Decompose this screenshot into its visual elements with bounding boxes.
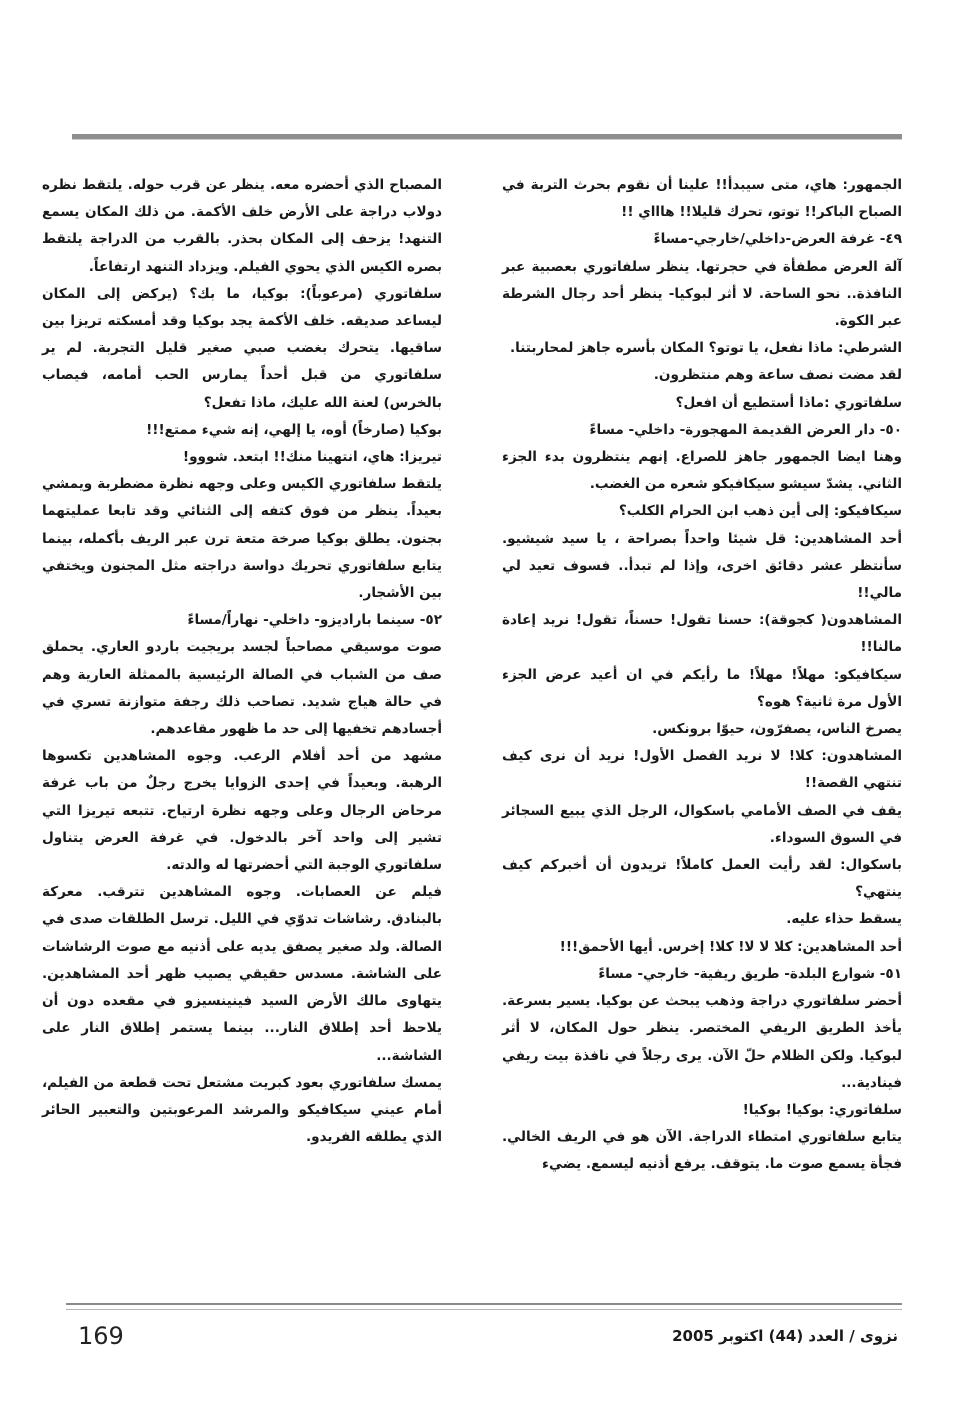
paragraph: وهنا ايضا الجمهور جاهز للصراع. إنهم ينتظرون بدء الجزء الثاني. يشدّ سيشو سيكافيكو شعره من الغضب. xyxy=(502,449,902,493)
dialogue: سيكافيكو: مهلاً! مهلاً! ما رأيكم في ان أعيد عرض الجزء الأول مرة ثانية؟ هوه؟ xyxy=(502,666,902,710)
scene-heading: ٥٠- دار العرض القديمة المهجورة- داخلي- مساءً xyxy=(589,421,902,438)
paragraph: آلة العرض مطفأة في حجرتها. ينظر سلفاتوري بعصبية عبر النافذة.. نحو الساحة. لا أثر لبوكيا- ينظر أحد رجال الشرطة عبر الكوة. xyxy=(502,258,902,330)
dialogue: أحد المشاهدين: كلا لا لا! كلا! إخرس. أيها الأحمق!!! xyxy=(559,938,902,955)
scene-heading: ٥٢- سينما باراديزو- داخلي- نهاراً/مساءً xyxy=(187,612,442,629)
paragraph: يصرخ الناس، يصفرّون، حيوّا برونكس. xyxy=(652,721,902,738)
dialogue: بوكيا (صارخاً) أوه، يا إلهي، إنه شيء ممتع!!! xyxy=(146,421,442,438)
dialogue: أحد المشاهدين: قل شيئا واحداً بصراحة ، يا سيد شيشيو. سأنتظر عشر دقائق اخرى، وإذا لم تبدأ.. فسوف تعيد لي مالي!! xyxy=(502,530,902,602)
dialogue: المشاهدون: كلا! لا نريد الفصل الأول! نريد أن نرى كيف تنتهي القصة!! xyxy=(502,748,902,792)
paragraph: أحضر سلفاتوري دراجة وذهب يبحث عن بوكيا. يسير بسرعة. يأخذ الطريق الريفي المختصر. ينظر حول المكان، لا أثر لبوكيا. ولكن الظلام حلّ الآن. يرى رجلاً في نافذة بيت ريفي فينادية... xyxy=(502,993,902,1091)
dialogue: سلفاتوري: بوكيا! بوكيا! xyxy=(742,1101,902,1118)
dialogue: سلفاتوري (مرعوباً): بوكيا، ما بك؟ (يركض إلى المكان ليساعد صديقه. خلف الأكمة يجد بوكيا وقد أمسكته تريزا بين ساقيها. يتحرك بغضب صبي صغير قليل التجربة. لم ير سلفاتوري من قبل أحداً يمارس الحب أمامه، فيصاب بالخرس) لعنة الله عليك، ماذا تفعل؟ xyxy=(42,285,442,411)
dialogue: سلفاتوري :ماذا أستطيع أن افعل؟ xyxy=(675,394,902,411)
footer-rule xyxy=(66,1303,902,1310)
dialogue: باسكوال: لقد رأيت العمل كاملاً! تريدون أن أخبركم كيف ينتهي؟ xyxy=(502,857,902,901)
page-number: 169 xyxy=(78,1322,124,1350)
paragraph: فيلم عن العصابات. وجوه المشاهدين تترقب. معركة بالبنادق. رشاشات تدوّي في الليل. ترسل الطلقات صدى في الصالة. ولد صغير يصفق يديه على أذنيه مع صوت الرشاشات على الشاشة. مسدس حقيقي يصيب ظهر أحد المشاهدين. يتهاوى مالك الأرض السيد فينينسيزو في مقعده دون أن يلاحظ أحد إطلاق النار... بينما يستمر إطلاق النار على الشاشة... xyxy=(42,884,442,1064)
paragraph: مشهد من أحد أفلام الرعب. وجوه المشاهدين تكسوها الرهبة. وبعيداً في إحدى الزوايا يخرج رجلٌ من باب غرفة مرحاض الرجال وعلى وجهه نظرة ارتياح. تتبعه تيريزا التي تشير إلى واحد آخر بالدخول. في غرفة العرض يتناول سلفاتوري الوجبة التي أحضرتها له والدته. xyxy=(42,748,442,874)
dialogue: سيكافيكو: إلى أين ذهب ابن الحرام الكلب؟ xyxy=(618,503,902,520)
paragraph: صوت موسيقي مصاحباً لجسد بريجيت باردو العاري. يحملق صف من الشباب في الصالة الرئيسية بالممثلة العارية وهم في حالة هياج شديد. تصاحب ذلك رجفة متوازنة تسري في أجسادهم تخفيها إلى حد ما ظهور مقاعدهم. xyxy=(42,639,442,738)
paragraph: يقف في الصف الأمامي باسكوال، الرجل الذي يبيع السجائر في السوق السوداء. xyxy=(502,802,902,846)
paragraph: يسقط حذاء عليه. xyxy=(786,911,902,928)
scene-heading: ٥١- شوارع البلدة- طريق ريفية- خارجي- مساءً xyxy=(598,965,902,982)
header-rule xyxy=(72,134,902,140)
paragraph: لقد مضت نصف ساعة وهم منتظرون. xyxy=(653,367,902,384)
dialogue: تيريزا: هاي، انتهينا منك!! ابتعد. شووو! xyxy=(182,449,442,466)
scene-heading: ٤٩- غرفة العرض-داخلي/خارجي-مساءً xyxy=(653,231,902,248)
dialogue: الشرطي: ماذا نفعل، يا توتو؟ المكان بأسره جاهز لمحاربتنا. xyxy=(509,340,902,357)
paragraph: يمسك سلفاتوري بعود كبريت مشتعل تحت قطعة من الفيلم، أمام عيني سيكافيكو والمرشد المرعوبتين والتعبير الحائر الذي يطلقه الفريدو. xyxy=(42,1074,442,1146)
paragraph: يتابع سلفاتوري امتطاء الدراجة. الآن هو في الريف الخالي. فجأة يسمع صوت ما. يتوقف. يرفع أذنيه ليسمع. يضيء xyxy=(502,1129,902,1173)
paragraph: الجمهور: هاي، متى سيبدأ!! علينا أن نقوم بحرث التربة في الصباح الباكر!! توتو، تحرك قليلا!! هاااي !! xyxy=(502,177,902,221)
paragraph: يلتقط سلفاتوري الكيس وعلى وجهه نظرة مضطربة ويمشي بعيداً. ينظر من فوق كتفه إلى الثنائي وقد تابعا عمليتهما بجنون. يطلق بوكيا صرخة متعة ترن عبر الريف بأكمله، بينما يتابع سلفاتوري تحريك دواسة دراجته مثل المجنون ويختفي بين الأشجار. xyxy=(42,476,442,602)
issue-info: نزوى / العدد (44) اكتوبر 2005 xyxy=(672,1327,898,1345)
paragraph: المصباح الذي أحضره معه. ينظر عن قرب حوله. يلتقط نظره دولاب دراجة على الأرض خلف الأكمة. من ذلك المكان يسمع التنهد! يزحف إلى المكان بحذر. بالقرب من الدراجة يلتقط بصره الكيس الذي يحوي الفيلم. ويزداد التنهد ارتفاعاً. xyxy=(42,177,442,275)
text-column-left xyxy=(42,172,442,1151)
text-column-right xyxy=(502,172,902,1179)
dialogue: المشاهدون( كجوقة): حسنا تقول! حسناً، تقول! نريد إعادة مالنا!! xyxy=(502,612,902,656)
